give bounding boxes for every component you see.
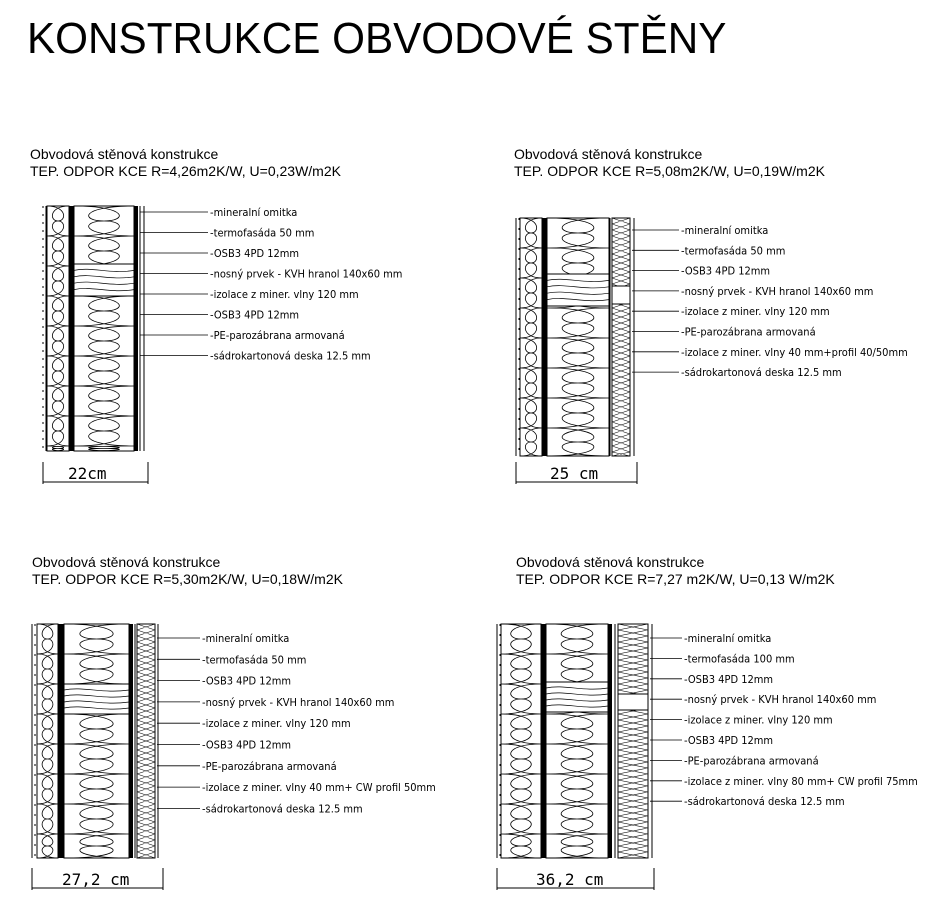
service-insulation xyxy=(137,624,155,858)
layer-label: -nosný prvek - KVH hranol 140x60 mm xyxy=(681,284,874,298)
mineral-wool xyxy=(546,624,608,858)
facade-insulation xyxy=(501,624,541,858)
osb-board xyxy=(542,218,547,456)
thickness-label: 27,2 cm xyxy=(62,870,130,889)
thickness-label: 36,2 cm xyxy=(536,870,604,889)
layer-label: -mineralní omitka xyxy=(202,632,290,645)
wall-layers xyxy=(32,624,158,858)
wall-section-panel-3 xyxy=(32,554,506,914)
layer-label: -termofasáda 50 mm xyxy=(202,653,307,667)
layer-label: -PE-parozábrana armovaná xyxy=(684,754,819,768)
wall-layers xyxy=(497,624,652,858)
wall-section-panel-4 xyxy=(516,554,948,914)
panel-heading: Obvodová stěnová konstrukce xyxy=(30,146,219,162)
panel-resistance: TEP. ODPOR KCE R=5,30m2K/W, U=0,18W/m2K xyxy=(32,571,343,587)
steel-profile xyxy=(612,286,630,304)
layer-label: -PE-parozábrana armovaná xyxy=(202,759,337,773)
layer-label: -sádrokartonová deska 12.5 mm xyxy=(684,795,845,809)
steel-profile xyxy=(618,694,648,710)
layer-label: -termofasáda 50 mm xyxy=(681,244,786,258)
facade-insulation xyxy=(520,218,542,456)
layer-label: -OSB3 4PD 12mm xyxy=(684,672,774,686)
layer-label: -OSB3 4PD 12mm xyxy=(202,674,292,688)
layer-labels xyxy=(157,632,436,815)
kvh-beam xyxy=(64,684,129,714)
service-insulation xyxy=(612,218,630,456)
layer-label: -izolace z miner. vlny 40 mm+ CW profil 50mm xyxy=(202,781,436,795)
layer-label: -sádrokartonová deska 12.5 mm xyxy=(202,802,363,816)
layer-label: -nosný prvek - KVH hranol 140x60 mm xyxy=(684,693,877,707)
layer-label: -OSB3 4PD 12mm xyxy=(681,264,771,278)
layer-label: -OSB3 4PD 12mm xyxy=(684,734,774,747)
layer-label: -OSB3 4PD 12mm xyxy=(210,308,300,322)
wall-layers xyxy=(43,206,144,451)
osb-board xyxy=(541,624,546,858)
kvh-beam xyxy=(74,264,134,296)
layer-label: -mineralní omitka xyxy=(684,632,772,645)
layer-label: -OSB3 4PD 12mm xyxy=(210,247,300,260)
panel-resistance: TEP. ODPOR KCE R=5,08m2K/W, U=0,19W/m2K xyxy=(514,163,825,179)
kvh-beam xyxy=(547,274,609,306)
layer-label: -OSB3 4PD 12mm xyxy=(202,738,292,752)
dimension xyxy=(516,462,637,484)
panel-resistance: TEP. ODPOR KCE R=4,26m2K/W, U=0,23W/m2K xyxy=(30,163,341,179)
dimension xyxy=(43,462,148,484)
osb-board xyxy=(69,206,74,451)
page-title: KONSTRUKCE OBVODOVÉ STĚNY xyxy=(27,14,727,63)
wall-section-panel-1 xyxy=(30,146,504,506)
layer-label: -sádrokartonová deska 12.5 mm xyxy=(210,349,371,363)
layer-labels xyxy=(650,632,918,808)
layer-label: -PE-parozábrana armovaná xyxy=(210,329,345,342)
facade-insulation xyxy=(37,624,58,858)
layer-labels xyxy=(632,224,908,379)
thickness-label: 22cm xyxy=(68,464,107,483)
panel-heading: Obvodová stěnová konstrukce xyxy=(516,554,705,570)
osb-board xyxy=(134,206,138,451)
thickness-label: 25 cm xyxy=(550,464,599,483)
wall-layers xyxy=(516,218,634,456)
layer-label: -mineralní omitka xyxy=(210,206,298,219)
dimension xyxy=(497,868,654,890)
service-insulation xyxy=(618,624,648,858)
wall-section-panel-2 xyxy=(514,146,948,506)
section-drawing xyxy=(514,146,948,506)
kvh-beam xyxy=(546,682,608,712)
layer-label: -izolace z miner. vlny 40 mm+profil 40/50mm xyxy=(681,345,908,359)
layer-label: -izolace z miner. vlny 120 mm xyxy=(210,288,359,301)
osb-board xyxy=(129,624,133,858)
layer-label: -termofasáda 50 mm xyxy=(210,226,315,240)
section-drawing xyxy=(516,554,948,899)
layer-label: -izolace z miner. vlny 120 mm xyxy=(681,305,830,319)
layer-label: -izolace z miner. vlny 120 mm xyxy=(684,713,833,727)
mineral-wool xyxy=(74,206,134,451)
layer-label: -PE-parozábrana armovaná xyxy=(681,325,816,339)
facade-insulation xyxy=(47,206,69,451)
layer-label: -izolace z miner. vlny 120 mm xyxy=(202,717,351,731)
panel-heading: Obvodová stěnová konstrukce xyxy=(514,146,703,162)
layer-label: -izolace z miner. vlny 80 mm+ CW profil 75mm xyxy=(684,774,918,788)
osb-board xyxy=(58,624,64,858)
layer-label: -sádrokartonová deska 12.5 mm xyxy=(681,366,842,380)
layer-label: -termofasáda 100 mm xyxy=(684,652,795,666)
mineral-wool xyxy=(547,218,609,456)
layer-label: -nosný prvek - KVH hranol 140x60 mm xyxy=(210,267,403,281)
layer-labels xyxy=(140,206,402,363)
panel-heading: Obvodová stěnová konstrukce xyxy=(32,554,221,570)
layer-label: -nosný prvek - KVH hranol 140x60 mm xyxy=(202,695,395,709)
panel-resistance: TEP. ODPOR KCE R=7,27 m2K/W, U=0,13 W/m2K xyxy=(516,571,835,587)
section-drawing xyxy=(32,554,506,899)
dimension xyxy=(32,868,163,890)
osb-board xyxy=(608,624,612,858)
layer-label: -mineralní omitka xyxy=(681,224,769,237)
mineral-wool xyxy=(64,624,129,858)
section-drawing xyxy=(30,146,504,506)
